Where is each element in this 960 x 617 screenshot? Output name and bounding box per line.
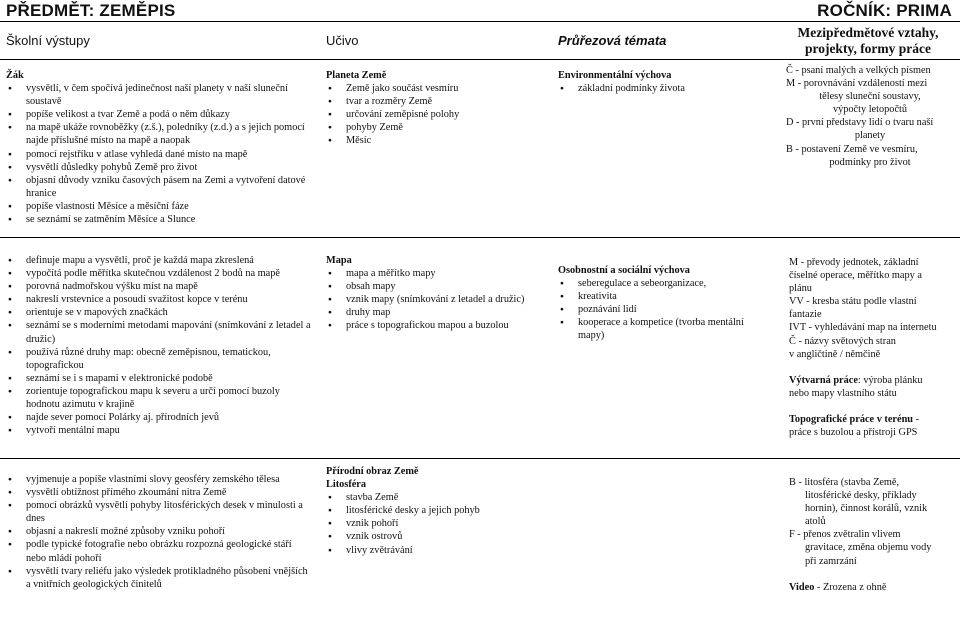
row2-rule bbox=[0, 458, 960, 459]
list-item: ● vlivy zvětrávání bbox=[326, 544, 551, 557]
list-item: ● objasní a nakreslí možné způsoby vzniku pohoří bbox=[6, 525, 311, 538]
list-item: ● druhy map bbox=[326, 306, 551, 319]
list-item: ● pomocí rejstříku v atlase vyhledá dané místo na mapě bbox=[6, 148, 311, 161]
cross-line: atolů bbox=[805, 516, 826, 528]
col-header-cross-line1: Mezipředmětové vztahy, bbox=[797, 25, 939, 40]
cross-line bbox=[789, 581, 957, 594]
list-item: ● zorientuje topografickou mapu k severu a určí pomocí buzoly hodnotu azimutu v krajině bbox=[6, 385, 311, 411]
list-item: ● stavba Země bbox=[326, 491, 551, 504]
cross-bold-label: Výtvarná práce bbox=[789, 374, 858, 386]
cross-line: planety bbox=[854, 130, 886, 142]
list-item: ● kooperace a kompetice (tvorba mentální mapy) bbox=[558, 316, 768, 342]
grade-title: ROČNÍK: PRIMA bbox=[817, 1, 952, 20]
cross-line: M - porovnávání vzdáleností mezi bbox=[786, 78, 928, 90]
list-item: ● práce s topografickou mapou a buzolou bbox=[326, 319, 551, 332]
row1-themes bbox=[558, 69, 763, 95]
list-item: ● poznávání lidí bbox=[558, 303, 768, 316]
cross-line: litosférické desky, příklady bbox=[805, 490, 917, 502]
row2-themes bbox=[558, 264, 768, 343]
list-item: ● vysvětlí, v čem spočívá jedinečnost naší planety v naší sluneční soustavě bbox=[6, 82, 311, 108]
list-item: ● vysvětlí důsledky pohybů Země pro život bbox=[6, 161, 311, 174]
cross-line: Č - psaní malých a velkých písmen bbox=[786, 65, 931, 76]
cross-text: - bbox=[913, 413, 920, 425]
subject-title: PŘEDMĚT: ZEMĚPIS bbox=[6, 1, 176, 20]
row2-outputs-list bbox=[6, 254, 311, 437]
list-item: ● podle typické fotografie nebo obrázku rozpozná geologické stáří nebo mládí pohoří bbox=[6, 538, 311, 564]
row3-curriculum-list bbox=[326, 491, 551, 556]
row1-outputs bbox=[6, 69, 311, 226]
row1-rule bbox=[0, 237, 960, 238]
row1-curriculum-list bbox=[326, 82, 546, 147]
row1-curriculum bbox=[326, 69, 546, 148]
list-item: ● najde sever pomocí Polárky aj. přírodních jevů bbox=[6, 411, 311, 424]
header-rule bbox=[0, 59, 960, 60]
row1-themes-head: Environmentální výchova bbox=[558, 70, 672, 81]
row2-cross bbox=[789, 256, 957, 439]
list-item: ● vytvoří mentální mapu bbox=[6, 424, 311, 437]
row3-curriculum-subhead: Litosféra bbox=[326, 479, 367, 491]
cross-bold-label: Video bbox=[789, 581, 815, 593]
cross-line: tělesy sluneční soustavy, bbox=[819, 91, 921, 103]
list-item: ● vznik pohoří bbox=[326, 517, 551, 530]
spacer bbox=[789, 568, 957, 581]
row3-curriculum bbox=[326, 465, 551, 557]
cross-line: gravitace, změna objemu vody bbox=[805, 542, 932, 554]
cross-line: B - postavení Země ve vesmíru, bbox=[786, 143, 918, 155]
row2-themes-head: Osobnostní a sociální výchova bbox=[558, 265, 690, 276]
list-item: ● seznámí se s moderními metodami mapování (snímkování z letadel a družic) bbox=[6, 319, 311, 345]
list-item: ● popíše velikost a tvar Země a podá o něm důkazy bbox=[6, 108, 311, 121]
top-rule bbox=[0, 21, 960, 22]
list-item: ● definuje mapu a vysvětlí, proč je každá mapa zkreslená bbox=[6, 254, 311, 267]
cross-line: hornin), činnost korálů, vznik bbox=[805, 503, 928, 515]
list-item: ● mapa a měřítko mapy bbox=[326, 267, 551, 280]
col-header-outputs: Školní výstupy bbox=[6, 33, 90, 48]
row1-themes-list bbox=[558, 82, 763, 95]
spacer bbox=[789, 400, 957, 413]
col-header-themes: Průřezová témata bbox=[558, 33, 667, 48]
cross-line bbox=[789, 374, 957, 387]
cross-line: při zamrzání bbox=[805, 555, 857, 567]
cross-line: výpočty letopočtů bbox=[832, 104, 908, 116]
list-item: ● tvar a rozměry Země bbox=[326, 95, 546, 108]
row2-curriculum-list bbox=[326, 267, 551, 332]
list-item: ● základní podmínky života bbox=[558, 82, 763, 95]
cross-line: podmínky pro život bbox=[829, 156, 911, 168]
row1-curriculum-head: Planeta Země bbox=[326, 70, 387, 81]
list-item: ● pomocí obrázků vysvětlí pohyby litosférických desek v minulosti a dnes bbox=[6, 499, 311, 525]
row3-cross bbox=[789, 476, 957, 594]
row3-curriculum-head: Přírodní obraz Země bbox=[326, 466, 419, 477]
list-item: ● seznámí se i s mapami v elektronické podobě bbox=[6, 372, 311, 385]
list-item: ● obsah mapy bbox=[326, 280, 551, 293]
cross-line: IVT - vyhledávání map na internetu bbox=[789, 322, 937, 334]
row1-cross bbox=[786, 64, 954, 169]
list-item: ● vznik mapy (snímkování z letadel a družic) bbox=[326, 293, 551, 306]
row2-curriculum bbox=[326, 254, 551, 333]
list-item: ● litosférické desky a jejich pohyb bbox=[326, 504, 551, 517]
list-item: ● orientuje se v mapových značkách bbox=[6, 306, 311, 319]
cross-line: B - litosféra (stavba Země, bbox=[789, 477, 900, 488]
cross-line: D - první představy lidí o tvaru naší bbox=[786, 117, 934, 129]
col-header-cross-line2: projekty, formy práce bbox=[804, 41, 932, 56]
list-item: ● Země jako součást vesmíru bbox=[326, 82, 546, 95]
list-item: ● kreativita bbox=[558, 290, 768, 303]
spacer bbox=[789, 361, 957, 374]
cross-line: v angličtině / němčině bbox=[789, 348, 881, 360]
row1-outputs-head: Žák bbox=[6, 70, 24, 81]
list-item: ● určování zeměpisné polohy bbox=[326, 108, 546, 121]
list-item: ● používá různé druhy map: obecně zeměpisnou, tematickou, topografickou bbox=[6, 346, 311, 372]
cross-line: nebo mapy vlastního státu bbox=[789, 387, 897, 399]
row2-outputs bbox=[6, 254, 311, 437]
row3-outputs bbox=[6, 473, 311, 591]
cross-line: fantazie bbox=[789, 309, 822, 321]
cross-text: : výroba plánku bbox=[857, 374, 923, 386]
list-item: ● pohyby Země bbox=[326, 121, 546, 134]
cross-text: - Zrozena z ohně bbox=[814, 581, 887, 593]
list-item: ● na mapě ukáže rovnoběžky (z.š.), poledníky (z.d.) a s jejich pomocí najde příslušné místo na mapě a naopak bbox=[6, 121, 311, 147]
list-item: ● porovná nadmořskou výšku míst na mapě bbox=[6, 280, 311, 293]
list-item: ● Měsíc bbox=[326, 134, 546, 147]
col-header-curriculum: Učivo bbox=[326, 33, 359, 48]
list-item: ● seberegulace a sebeorganizace, bbox=[558, 277, 768, 290]
cross-line: Č - názvy světových stran bbox=[789, 335, 896, 347]
cross-line: práce s buzolou a přístroji GPS bbox=[789, 427, 918, 439]
list-item: ● vznik ostrovů bbox=[326, 530, 551, 543]
row2-themes-list bbox=[558, 277, 768, 342]
list-item: ● objasní důvody vzniku časových pásem na Zemi a vytvoření datové hranice bbox=[6, 174, 311, 200]
list-item: ● vysvětlí obtížnost přímého zkoumání nitra Země bbox=[6, 486, 311, 499]
cross-line: VV - kresba státu podle vlastní bbox=[789, 296, 917, 308]
cross-bold-label: Topografické práce v terénu bbox=[789, 413, 914, 425]
list-item: ● popíše vlastnosti Měsíce a měsíční fáze bbox=[6, 200, 311, 213]
cross-line bbox=[789, 413, 957, 426]
cross-line: M - převody jednotek, základní bbox=[789, 257, 919, 268]
col-header-cross bbox=[776, 25, 960, 57]
row1-outputs-list bbox=[6, 82, 311, 226]
cross-line: F - přenos zvětralin vlivem bbox=[789, 529, 901, 541]
row2-curriculum-head: Mapa bbox=[326, 255, 352, 266]
list-item: ● se seznámí se zatměním Měsíce a Slunce bbox=[6, 213, 311, 226]
list-item: ● vypočítá podle měřítka skutečnou vzdálenost 2 bodů na mapě bbox=[6, 267, 311, 280]
list-item: ● vysvětlí tvary reliéfu jako výsledek protikladného působení vnějších a vnitřních geologických činitelů bbox=[6, 565, 311, 591]
cross-line: plánu bbox=[789, 283, 812, 295]
list-item: ● nakreslí vrstevnice a posoudí svažitost kopce v terénu bbox=[6, 293, 311, 306]
list-item: ● vyjmenuje a popíše vlastními slovy geosféry zemského tělesa bbox=[6, 473, 311, 486]
cross-line: číselné operace, měřítko mapy a bbox=[789, 270, 922, 282]
row3-outputs-list bbox=[6, 473, 311, 591]
